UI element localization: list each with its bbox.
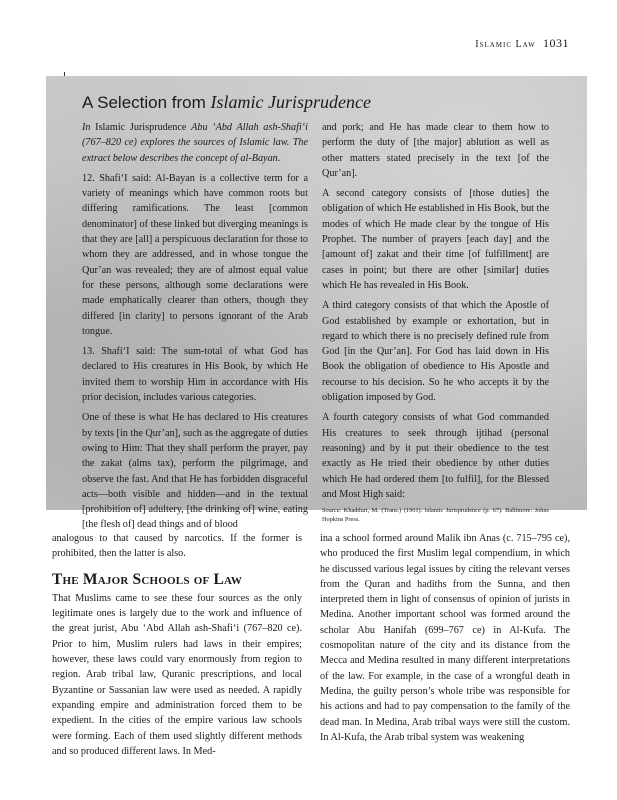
sidebar-title — [82, 92, 371, 113]
sidebar-para-13: 13. Shafi‘I said: The sum-total of what God has declared to His creatures in His Book, by which He invited them to worship Him in accordance with His prior decision, includes various categories. — [82, 346, 308, 404]
sidebar-para-one: One of these is what He has declared to His creatures by texts [in the Qur’an], such as the aggregate of duties owing to Him: That they shall perform the prayer, pay the zakat (alms tax), perform the pilgrimage, and observe the fast. And that He has forbidden disgraceful acts—both visible and hidden—and in the textual [prohibition of] adultery, [the drinking of] wine, eating [the flesh of] dead things and of blood — [82, 412, 308, 531]
intro-book-title: Islamic Jurisprudence — [90, 122, 192, 133]
body-right-para-1: ina a school formed around Malik ibn Anas (c. 715–795 ce), who produced the first Muslim legal compendium, in which he discussed various legal issues by citing the relevant verses from the Quran and hadiths from the Sunna, and then interpreted them in light of consensus of opinion of jurists in Medina. Another important school was formed around the scholar Abu Hanifah (699–767 ce) in Al-Kufa. The cosmopolitan nature of the city and its distance from the Mecca and Medina resulted in many different interpretations of the law. For example, in the case of a wrongful death in Medina, the guilty person’s whole tribe was responsible for his actions and had to pay compensation to the family of the dead man. In Medina, Arab tribal ways were still the custom. In Al-Kufa, the Arab tribal system was weakening — [320, 533, 570, 743]
running-header — [475, 36, 569, 51]
section-heading: The Major Schools of Law — [52, 570, 243, 588]
intro-in: In — [82, 122, 91, 133]
sidebar-right-column — [322, 120, 549, 529]
sidebar-box — [46, 76, 587, 531]
section-title: Islamic Law — [475, 39, 536, 50]
sidebar-right-para-1: and pork; and He has made clear to them how to perform the duty of [the major] ablution as well as other matters stated precisely in the text [of the Qur’an]. — [322, 122, 549, 179]
body-left-para-1: analogous to that caused by narcotics. If the former is prohibited, then the latter is also. — [52, 533, 302, 560]
intro-text: Abu ‘Abd Allah ash-Shafi‘i (767–820 ce) explores the sources of Islamic law. The extract below describes the concept of al-Bayan. — [82, 122, 308, 164]
sidebar-intro — [82, 120, 308, 166]
sidebar-title-plain: A Selection from — [82, 93, 211, 112]
sidebar-title-italic: Islamic Jurisprudence — [210, 92, 371, 112]
body-right-column — [320, 531, 570, 745]
sidebar-left-column — [82, 120, 308, 538]
body-left-para-2: That Muslims came to see these four sources as the only legitimate ones is largely due to the work and influence of the great jurist, Abu ‘Abd Allah ash-Shafi‘i (767–820 ce). Prior to him, Muslim rulers had laws in their empires; however, these laws could vary enormously from region to region. Arab tribal law, Quranic prescriptions, and local Byzantine or Sassanian law were used as needed. A rapidly expanding empire and administration forced them to be expedient. In the cities of the empire various law schools were forming. Each of them used slightly different methods and so produced different laws. In Med- — [52, 592, 302, 757]
sidebar-source: Source: Khadduri, M. (Trans.) (1961). Islamic Jurisprudence (p. 67). Baltimore: Johns Hopkins Press. — [322, 507, 549, 523]
page-number: 1031 — [543, 36, 569, 50]
sidebar-right-para-3: A third category consists of that which the Apostle of God established by example or exhortation, but in regard to which there is no precisely defined rule from God [in the Qur’an]. For God has laid down in His Book the obligation of obedience to His Apostle and recourse to his decision. So he who accepts it by the obligation imposed by God. — [322, 300, 549, 404]
sidebar-para-12: 12. Shafi‘I said: Al-Bayan is a collective term for a variety of meanings which have common roots but differing ramifications. The least [common denominator] of these linked but diverging meanings is that they are [all] a perspicuous declaration for those to whom they are addressed, and in whose tongue the Qur’an was revealed; they are of almost equal value for these persons, although some declarations were made emphatically clearer than others, though they differed [in clarity] to persons ignorant of the Arab tongue. — [82, 172, 308, 337]
sidebar-right-para-2: A second category consists of [those duties] the obligation of which He established in His Book, but the modes of which He made clear by the tongue of His Prophet. The number of prayers [each day] and the [amount of] zakat and their time [of fulfillment] are cases in point; but there are other [similar] duties which He has revealed in His Book. — [322, 188, 549, 291]
body-left-column — [52, 531, 302, 759]
sidebar-right-para-4: A fourth category consists of what God commanded His creatures to seek through ijtihad (personal reasoning) and by it put their obedience to the test exactly as He tried their obedience by other duties which He had ordered them [to fulfil], for the Blessed and Most High said: — [322, 412, 549, 500]
